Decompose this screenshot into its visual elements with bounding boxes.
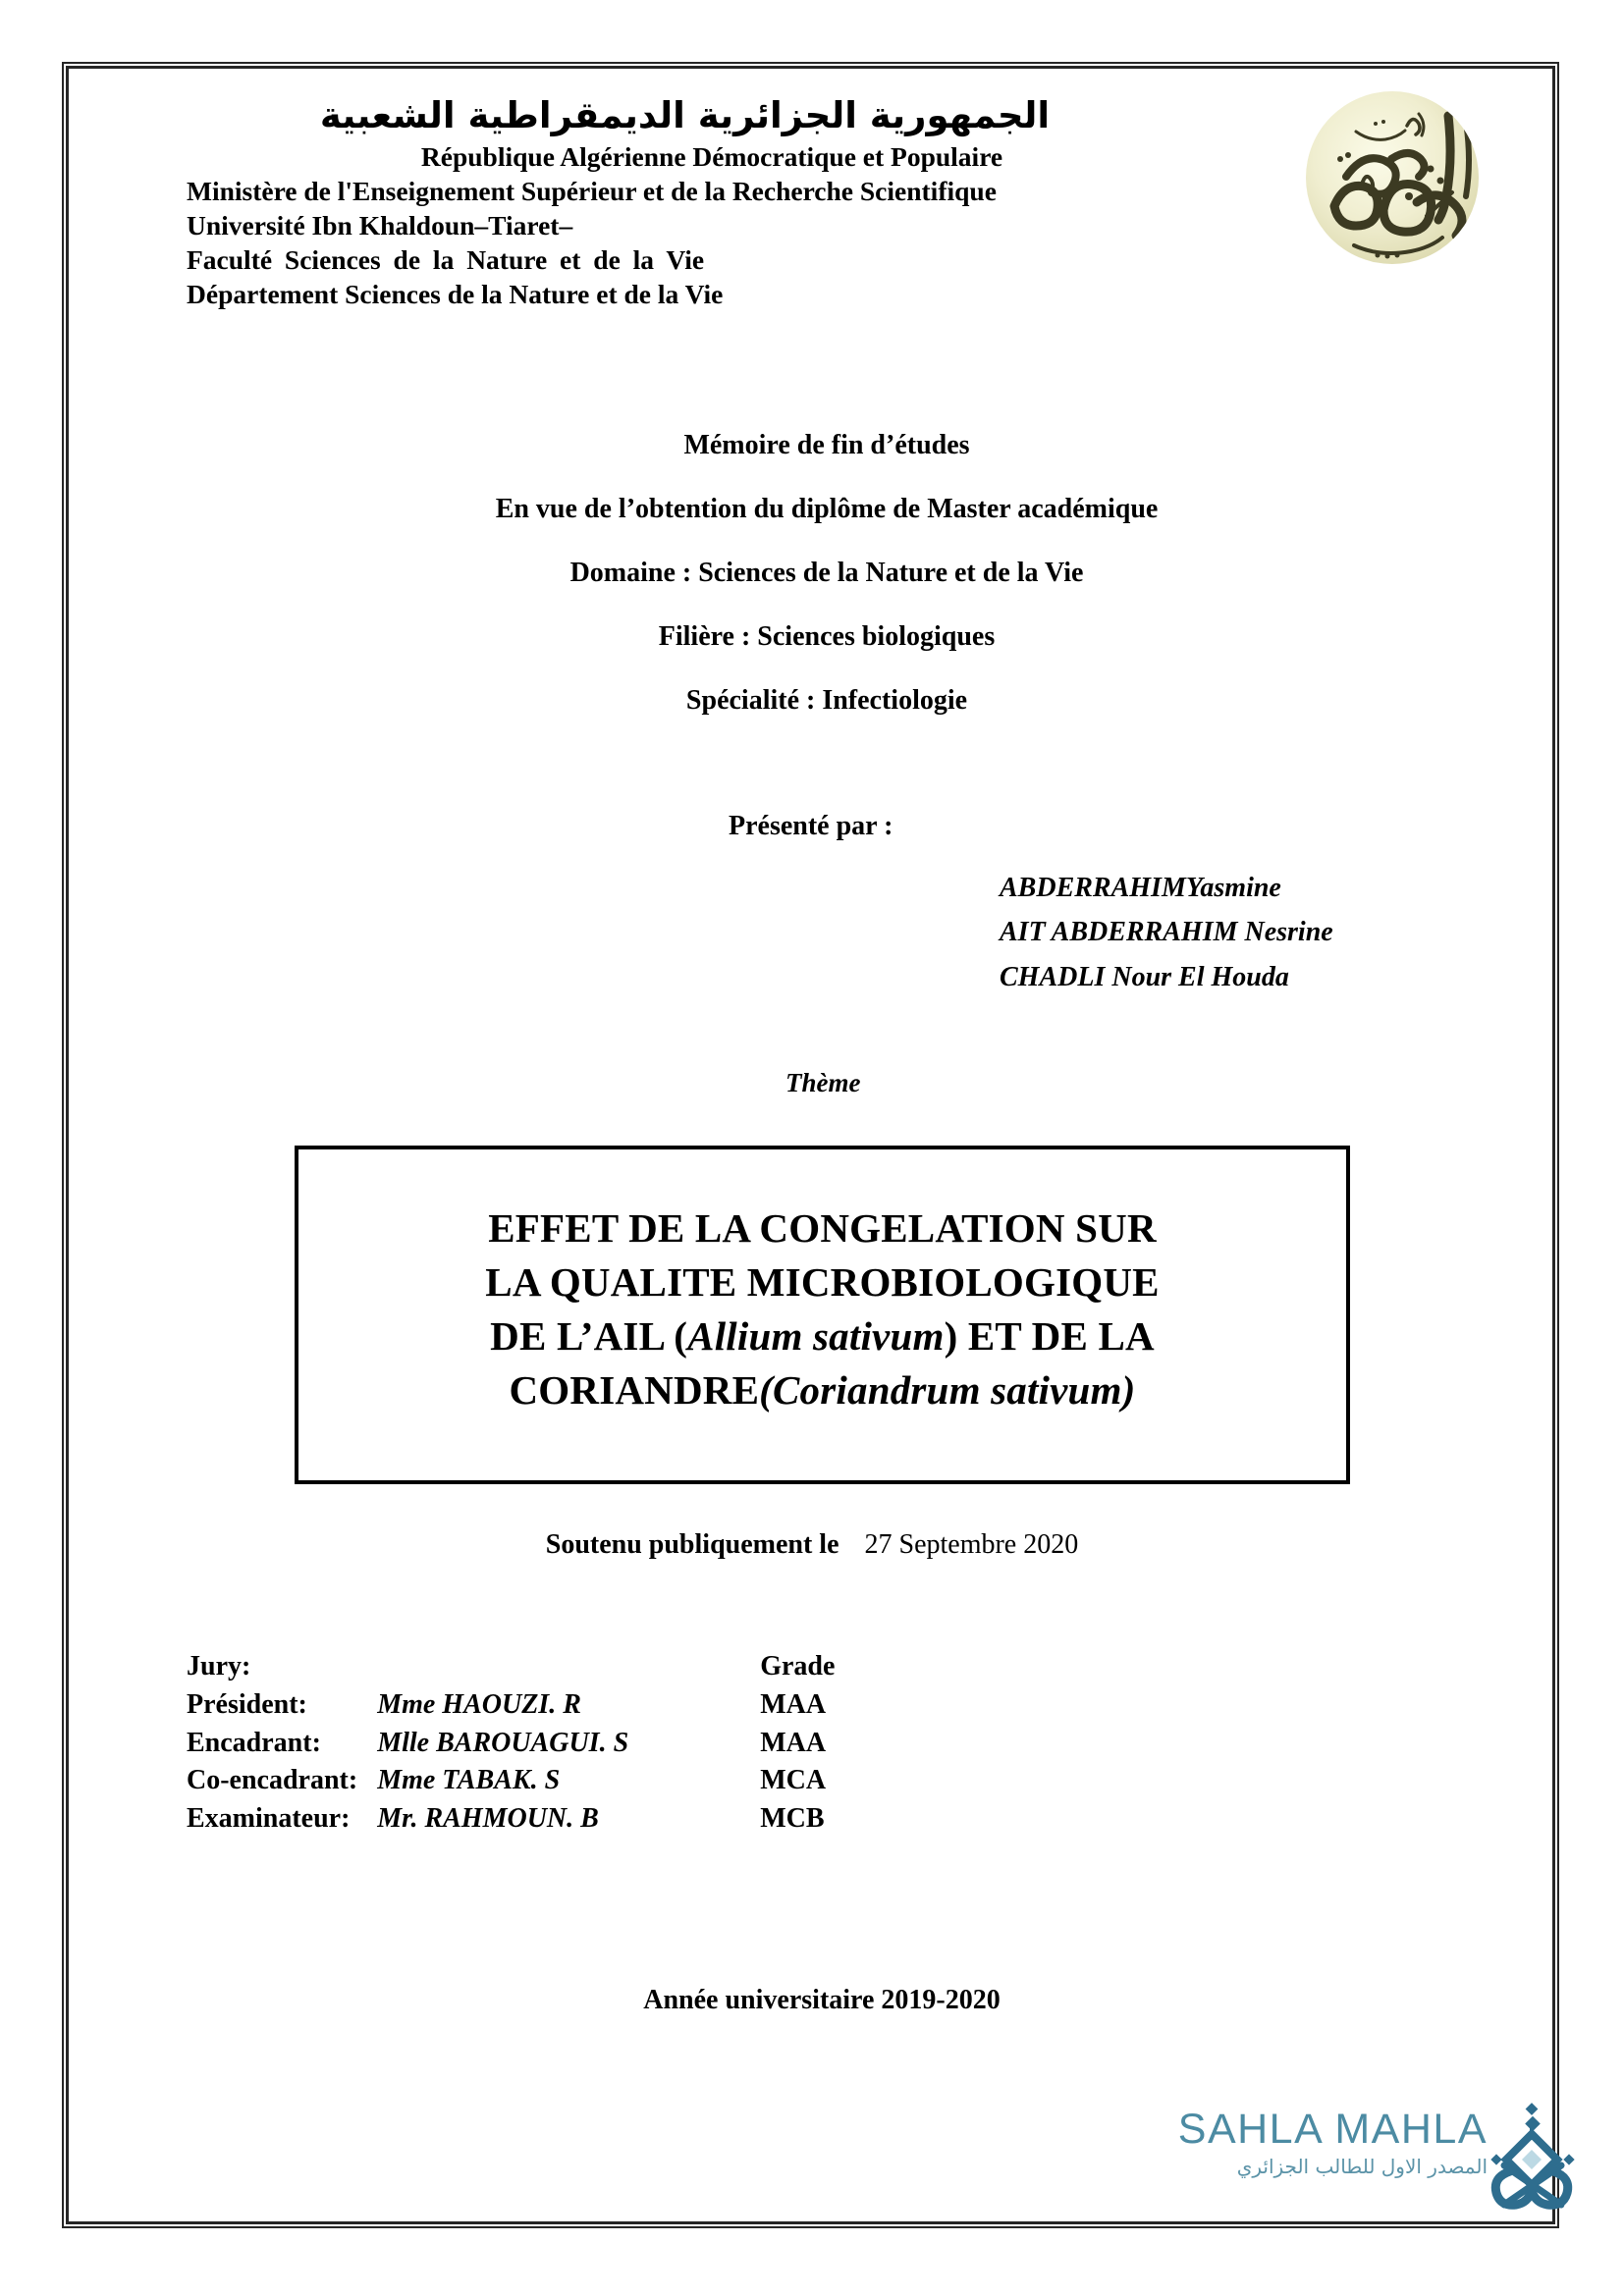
republic-line: République Algérienne Démocratique et Populaire — [420, 141, 1003, 173]
university-line: Université Ibn Khaldoun–Tiaret– — [187, 209, 573, 240]
jury-row — [187, 1801, 835, 1840]
domaine-line: Domaine : Sciences de la Nature et de la Vie — [569, 558, 1084, 588]
academic-year: Année universitaire 2019-2020 — [643, 1985, 1001, 2015]
author-given: Yasmine — [1185, 873, 1281, 903]
thesis-title — [298, 1201, 1346, 1417]
defense-label: Soutenu publiquement le — [545, 1529, 839, 1560]
jury-grade: MCA — [760, 1765, 827, 1796]
jury-grade: MAA — [760, 1727, 827, 1758]
presented-by-label: Présenté par : — [729, 811, 893, 841]
watermark-text — [1100, 2106, 1488, 2178]
jury-table — [187, 1649, 835, 1840]
title-line-3-suffix: ) ET DE LA — [944, 1312, 1155, 1359]
jury-row — [187, 1763, 835, 1801]
author-row — [1000, 866, 1333, 910]
jury-header-row — [187, 1649, 835, 1687]
department-line: Département Sciences de la Nature et de la Vie — [187, 279, 724, 310]
institution-header — [187, 93, 1237, 312]
jury-grade: MAA — [760, 1688, 827, 1720]
jury-role: Co-encadrant: — [187, 1765, 358, 1796]
arabic-republic-title: الجمهورية الجزائرية الديمقراطية الشعبية — [319, 94, 1051, 136]
sahla-mahla-logo-icon — [1481, 2103, 1583, 2213]
title-line-4-prefix: CORIANDRE — [509, 1366, 760, 1413]
sahla-mahla-watermark — [1100, 2106, 1571, 2226]
ministry-line: Ministère de l'Enseignement Supérieur et de la Recherche Scientifique — [187, 175, 997, 206]
defense-line — [0, 1529, 1624, 1561]
en-vue-line: En vue de l’obtention du diplôme de Master académique — [495, 494, 1159, 524]
jury-role: Encadrant: — [187, 1727, 321, 1758]
filiere-line: Filière : Sciences biologiques — [658, 621, 996, 652]
jury-role: Président: — [187, 1688, 307, 1720]
jury-name: Mlle BAROUAGUI. S — [377, 1727, 629, 1758]
title-line-3 — [298, 1309, 1346, 1363]
author-row: CHADLI Nour El Houda — [1000, 961, 1289, 992]
memoire-line: Mémoire de fin d’études — [683, 430, 970, 460]
faculty-line: Faculté Sciences de la Nature et de la Vie — [187, 244, 705, 276]
jury-role: Examinateur: — [187, 1803, 351, 1835]
title-line-4-species: (Coriandrum sativum) — [759, 1366, 1136, 1413]
university-seal-icon — [1301, 86, 1484, 269]
title-line-3-prefix: DE L’AIL ( — [490, 1312, 688, 1359]
jury-row — [187, 1726, 835, 1764]
specialite-line: Spécialité : Infectiologie — [685, 685, 968, 716]
title-line-3-species: Allium sativum — [687, 1312, 945, 1359]
jury-heading-grade: Grade — [760, 1651, 836, 1682]
defense-date: 27 Septembre 2020 — [864, 1529, 1079, 1560]
title-line-2: LA QUALITE MICROBIOLOGIQUE — [485, 1258, 1160, 1305]
title-line-1: EFFET DE LA CONGELATION SUR — [488, 1205, 1157, 1251]
jury-heading-spacer — [377, 1649, 760, 1687]
title-line-4 — [298, 1363, 1346, 1417]
watermark-arabic-subtitle: المصدر الاول للطالب الجزائري — [1236, 2155, 1488, 2178]
jury-heading-role: Jury: — [187, 1651, 251, 1682]
jury-row — [187, 1687, 835, 1726]
authors-list — [1000, 866, 1333, 999]
jury-name: Mr. RAHMOUN. B — [377, 1803, 599, 1835]
thesis-title-box — [295, 1146, 1350, 1484]
jury-name: Mme HAOUZI. R — [377, 1688, 581, 1720]
author-name: ABDERRAHIM — [1000, 873, 1186, 903]
jury-name: Mme TABAK. S — [377, 1765, 561, 1796]
author-row: AIT ABDERRAHIM Nesrine — [1000, 917, 1333, 948]
watermark-brand-name: SAHLA MAHLA — [1177, 2106, 1488, 2153]
jury-grade: MCB — [760, 1803, 825, 1835]
theme-label: Thème — [785, 1068, 861, 1097]
diploma-block — [0, 432, 1624, 751]
